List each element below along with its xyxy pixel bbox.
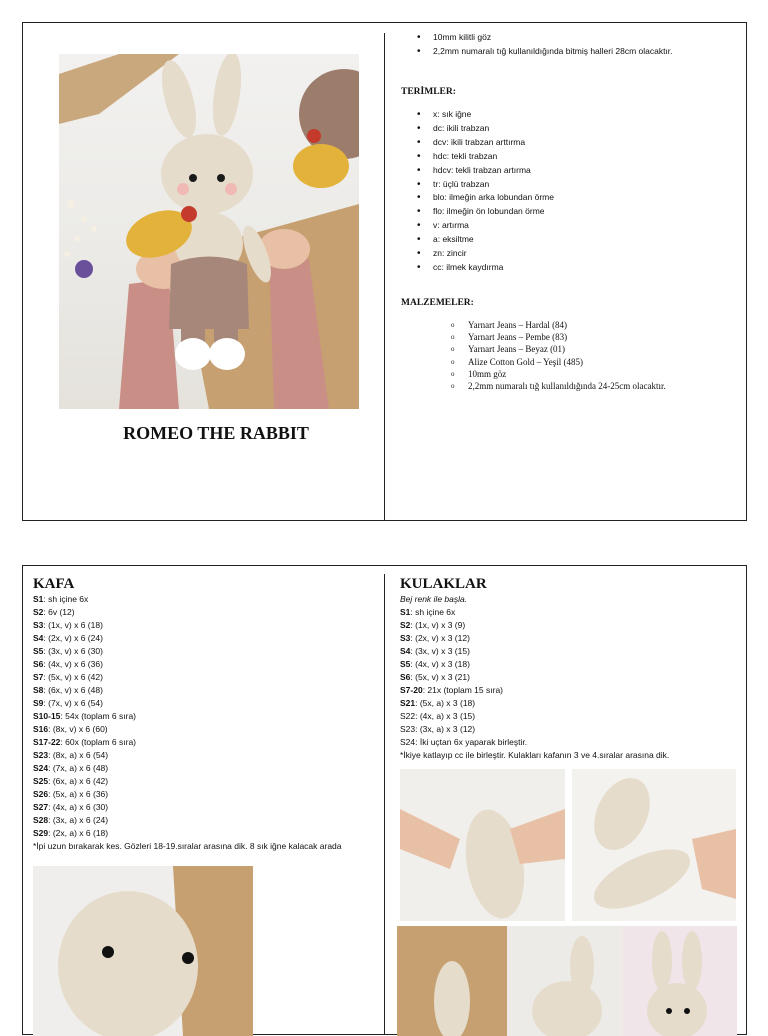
top-bullet-list bbox=[407, 31, 673, 59]
list-item: S25: (6x, a) x 6 (42) bbox=[33, 776, 109, 786]
terms-heading: TERİMLER: bbox=[401, 87, 456, 97]
list-item: • hdcv: tekli trabzan artırma bbox=[407, 164, 554, 178]
list-item: • zn: zincir bbox=[407, 247, 554, 261]
list-item: *İkiye katlayıp cc ile birleştir. Kulakları kafanın 3 ve 4.sıralar arasına dik. bbox=[400, 750, 670, 760]
list-item: S9: (7x, v) x 6 (54) bbox=[33, 698, 103, 708]
crochet-head-illustration bbox=[33, 866, 253, 1036]
list-item: S5: (3x, v) x 6 (30) bbox=[33, 646, 103, 656]
list-item: S29: (2x, a) x 6 (18) bbox=[33, 828, 109, 838]
head-rows bbox=[33, 593, 342, 853]
terms-list bbox=[407, 108, 554, 275]
list-item: S8: (6x, v) x 6 (48) bbox=[33, 685, 103, 695]
materials-heading: MALZEMELER: bbox=[401, 298, 474, 308]
list-item: o 2,2mm numaralı tığ kullanıldığında 24-25cm olacaktır. bbox=[451, 380, 666, 392]
list-item: S22: (4x, a) x 3 (15) bbox=[400, 711, 476, 721]
list-item: S7-20: 21x (toplam 15 sıra) bbox=[400, 685, 503, 695]
list-item: S23: (8x, a) x 6 (54) bbox=[33, 750, 109, 760]
list-item: • cc: ilmek kaydırma bbox=[407, 261, 554, 275]
list-item: • hdc: tekli trabzan bbox=[407, 150, 554, 164]
head-section-title: KAFA bbox=[33, 576, 75, 592]
list-item: S10-15: 54x (toplam 6 sıra) bbox=[33, 711, 137, 721]
list-item: *İpi uzun bırakarak kes. Gözleri 18-19.sıralar arasına dik. 8 sık iğne kalacak arada bbox=[33, 841, 342, 851]
ears-photo-1 bbox=[400, 769, 565, 921]
list-item: S27: (4x, a) x 6 (30) bbox=[33, 802, 109, 812]
list-item: • v: artırma bbox=[407, 219, 554, 233]
column-divider bbox=[384, 33, 385, 520]
ears-photo-strip bbox=[397, 926, 737, 1036]
list-item: S28: (3x, a) x 6 (24) bbox=[33, 815, 109, 825]
crochet-ear-illustration bbox=[400, 769, 565, 921]
column-divider bbox=[384, 574, 385, 1034]
list-item: S1: sh içine 6x bbox=[33, 594, 89, 604]
list-item: S24: İki uçtan 6x yaparak birleştir. bbox=[400, 737, 528, 747]
ears-section-title: KULAKLAR bbox=[400, 576, 487, 592]
list-item: S6: (5x, v) x 3 (21) bbox=[400, 672, 470, 682]
list-item: • 10mm kilitli göz bbox=[407, 31, 673, 45]
list-item: S5: (4x, v) x 3 (18) bbox=[400, 659, 470, 669]
list-item: S3: (2x, v) x 3 (12) bbox=[400, 633, 470, 643]
list-item: Bej renk ile başla. bbox=[400, 594, 468, 604]
list-item: • 2,2mm numaralı tığ kullanıldığında bitmiş halleri 28cm olacaktır. bbox=[407, 45, 673, 59]
list-item: o Yarnart Jeans – Pembe (83) bbox=[451, 331, 666, 343]
list-item: • dc: ikili trabzan bbox=[407, 122, 554, 136]
cover-page bbox=[22, 22, 747, 521]
list-item: o Yarnart Jeans – Hardal (84) bbox=[451, 319, 666, 331]
rabbit-toy-illustration bbox=[59, 54, 359, 409]
list-item: S4: (3x, v) x 3 (15) bbox=[400, 646, 470, 656]
list-item: • x: sık iğne bbox=[407, 108, 554, 122]
materials-list bbox=[451, 319, 666, 392]
list-item: • flo: ilmeğin ön lobundan örme bbox=[407, 205, 554, 219]
list-item: S23: (3x, a) x 3 (12) bbox=[400, 724, 476, 734]
list-item: o 10mm göz bbox=[451, 368, 666, 380]
list-item: S24: (7x, a) x 6 (48) bbox=[33, 763, 109, 773]
ears-photo-2 bbox=[572, 769, 736, 921]
list-item: o Yarnart Jeans – Beyaz (01) bbox=[451, 343, 666, 355]
cover-photo bbox=[59, 54, 359, 409]
list-item: S4: (2x, v) x 6 (24) bbox=[33, 633, 103, 643]
list-item: S3: (1x, v) x 6 (18) bbox=[33, 620, 103, 630]
list-item: S7: (5x, v) x 6 (42) bbox=[33, 672, 103, 682]
list-item: S2: 6v (12) bbox=[33, 607, 75, 617]
list-item: • a: eksiltme bbox=[407, 233, 554, 247]
head-photo bbox=[33, 866, 253, 1036]
list-item: o Alize Cotton Gold – Yeşil (485) bbox=[451, 356, 666, 368]
list-item: S6: (4x, v) x 6 (36) bbox=[33, 659, 103, 669]
list-item: S26: (5x, a) x 6 (36) bbox=[33, 789, 109, 799]
ears-rows bbox=[400, 593, 669, 762]
pattern-title: ROMEO THE RABBIT bbox=[123, 423, 309, 443]
list-item: S21: (5x, a) x 3 (18) bbox=[400, 698, 476, 708]
list-item: S2: (1x, v) x 3 (9) bbox=[400, 620, 466, 630]
crochet-rabbit-steps-illustration bbox=[397, 926, 737, 1036]
list-item: • dcv: ikili trabzan arttırma bbox=[407, 136, 554, 150]
list-item: S1: sh içine 6x bbox=[400, 607, 456, 617]
crochet-ear-illustration bbox=[572, 769, 736, 921]
instructions-page bbox=[22, 565, 747, 1035]
list-item: • tr: üçlü trabzan bbox=[407, 178, 554, 192]
list-item: S17-22: 60x (toplam 6 sıra) bbox=[33, 737, 137, 747]
list-item: • blo: ilmeğin arka lobundan örme bbox=[407, 191, 554, 205]
list-item: S16: (8x, v) x 6 (60) bbox=[33, 724, 108, 734]
